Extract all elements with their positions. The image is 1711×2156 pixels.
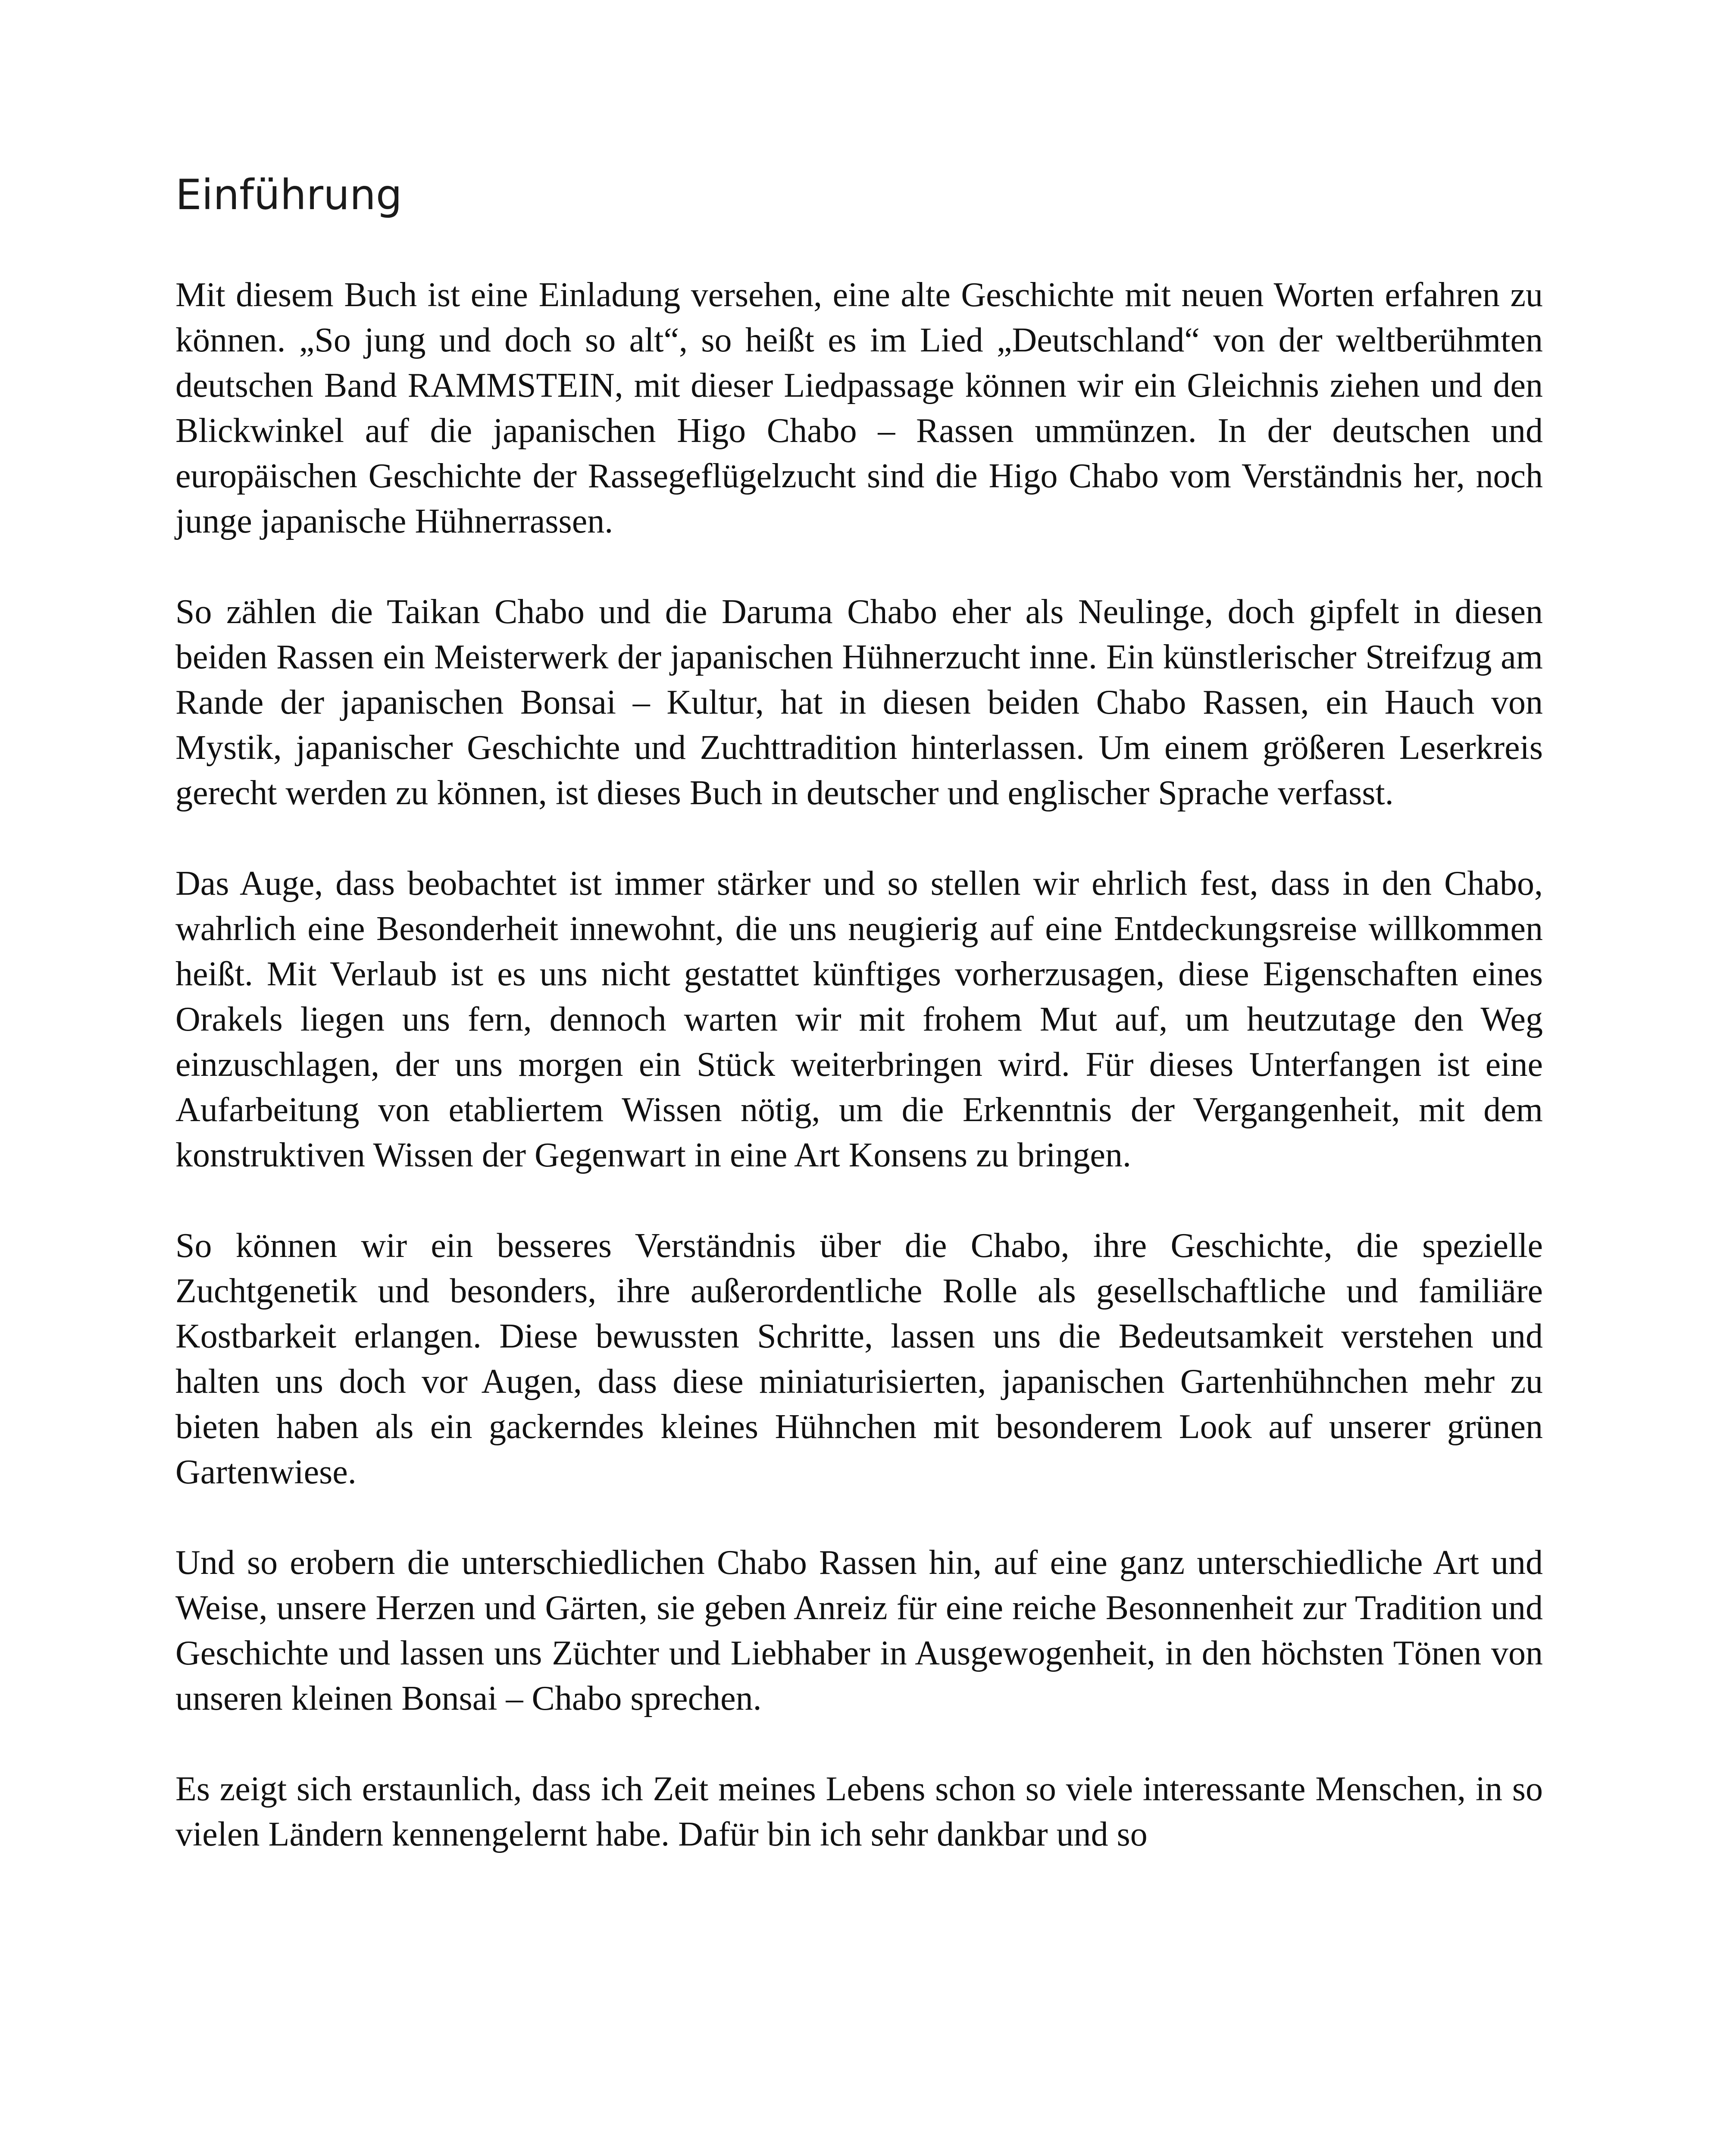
paragraph-2: So zählen die Taikan Chabo und die Daruma Chabo eher als Neulinge, doch gipfelt in diesen beiden Rassen ein Meisterwerk der japanischen Hühnerzucht inne. Ein künstlerischer Streifzug am Rande der japanischen Bonsai – Kultur, hat in diesen beiden Chabo Rassen, ein Hauch von Mystik, japanischer Geschichte und Zuchttradition hinterlassen. Um einem größeren Leserkreis gerecht werden zu können, ist dieses Buch in deutscher und englischer Sprache verfasst. <box>175 593 1543 812</box>
paragraph-3: Das Auge, dass beobachtet ist immer stärker und so stellen wir ehrlich fest, dass in den Chabo, wahrlich eine Besonderheit innewohnt, die uns neugierig auf eine Entdeckungsreise willkommen heißt. Mit Verlaub ist es uns nicht gestattet künftiges vorherzusagen, diese Eigenschaften eines Orakels liegen uns fern, dennoch warten wir mit frohem Mut auf, um heutzutage den Weg einzuschlagen, der uns morgen ein Stück weiterbringen wird. Für dieses Unterfangen ist eine Aufarbeitung von etabliertem Wissen nötig, um die Erkenntnis der Vergangenheit, mit dem konstruktiven Wissen der Gegenwart in eine Art Konsens zu bringen. <box>175 865 1543 1174</box>
paragraph-1: Mit diesem Buch ist eine Einladung versehen, eine alte Geschichte mit neuen Worten erfahren zu können. „So jung und doch so alt“, so heißt es im Lied „Deutschland“ von der weltberühmten deutschen Band RAMMSTEIN, mit dieser Liedpassage können wir ein Gleichnis ziehen und den Blickwinkel auf die japanischen Higo Chabo – Rassen ummünzen. In der deutschen und europäischen Geschichte der Rassegeflügelzucht sind die Higo Chabo vom Verständnis her, noch junge japanische Hühnerrassen. <box>175 276 1543 540</box>
paragraph-5: Und so erobern die unterschiedlichen Chabo Rassen hin, auf eine ganz unterschiedliche Art und Weise, unsere Herzen und Gärten, sie geben Anreiz für eine reiche Besonnenheit zur Tradition und Geschichte und lassen uns Züchter und Liebhaber in Ausgewogenheit, in den höchsten Tönen von unseren kleinen Bonsai – Chabo sprechen. <box>175 1544 1543 1717</box>
page-title: Einführung <box>175 171 402 219</box>
paragraph-4: So können wir ein besseres Verständnis über die Chabo, ihre Geschichte, die spezielle Zuchtgenetik und besonders, ihre außerordentliche Rolle als gesellschaftliche und familiäre Kostbarkeit erlangen. Diese bewussten Schritte, lassen uns die Bedeutsamkeit verstehen und halten uns doch vor Augen, dass diese miniaturisierten, japanischen Gartenhühnchen mehr zu bieten haben als ein gackerndes kleines Hühnchen mit besonderem Look auf unserer grünen Gartenwiese. <box>175 1227 1543 1491</box>
paragraph-6: Es zeigt sich erstaunlich, dass ich Zeit meines Lebens schon so viele interessante Menschen, in so vielen Ländern kennengelernt habe. Dafür bin ich sehr dankbar und so <box>175 1770 1543 1853</box>
body-text <box>175 273 1543 1902</box>
